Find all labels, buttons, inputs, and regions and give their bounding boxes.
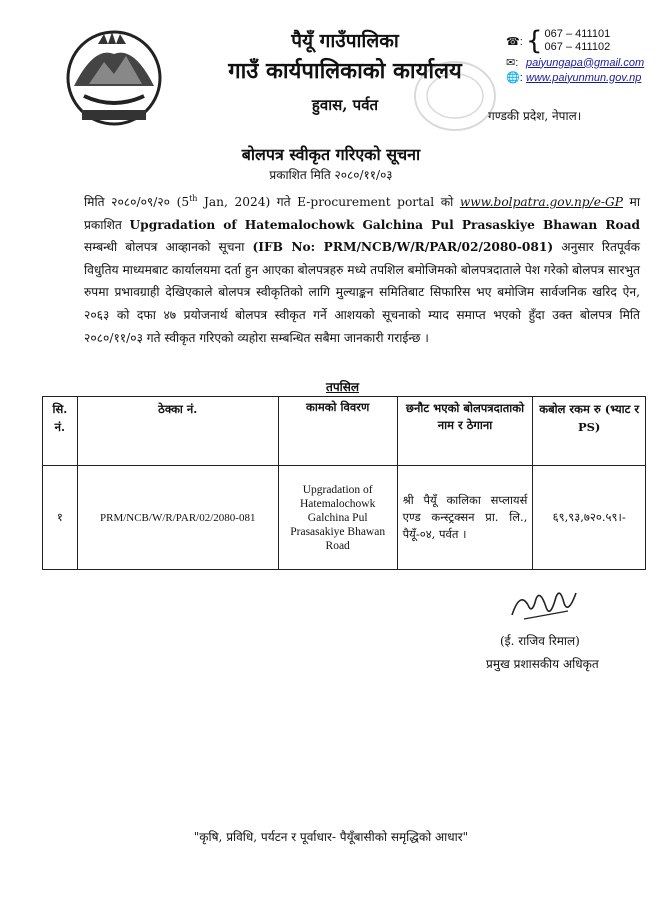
table-header-row [43,397,646,466]
body-text-part: Jan, 2024) गते E-procurement portal को [197,195,460,210]
project-name: Upgradation of Hatemalochowk Galchina Pul Prasaskiye Bhawan Road [129,217,640,232]
body-text-part: अनुसार रितपूर्वक विधुतिय माध्यमबाट कार्यालयमा दर्ता हुन आएका बोलपत्रहरु मध्ये तपशिल बमोजिमको बोलपत्रदाताले पेश गरेको बोलपत्र सारभुत रुपमा प्रभावग्राही देखिएकाले बोलपत्र स्वीकृतिको लागि मुल्याङ्कन समितिबाट सिफारिस भए बमोजिम सार्वजनिक खरिद ऐन, २०६३ को दफा ४७ प्रयोजनार्थ बोलपत्र स्वीकृत गर्ने आशयको सूचनाको म्याद समाप्त भएको हुँदा उक्त बोलपत्र मिति २०८०/११/०३ गते स्वीकृत गरिएको व्यहोरा सम्बन्धित सबैमा जानकारी गराईन्छ । [84,240,640,345]
body-text-part: मिति २०८०/०९/२० (5 [84,195,190,210]
details-table [42,396,646,570]
office-stamp [412,58,498,134]
superscript: th [189,194,198,203]
cell-bidder: श्री पैयूँ कालिका सप्लायर्स एण्ड कन्स्ट्रक्सन प्रा. लि., पैयूँ-०४, पर्वत । [397,466,533,570]
body-text-part: सम्बन्धी बोलपत्र आव्हानको सूचना [84,240,253,255]
header-contract: ठेक्का नं. [77,397,278,466]
phone-number: 067 – 411102 [544,41,611,53]
globe-icon: 🌐: [506,72,523,84]
nepal-emblem-logo [54,26,174,128]
contact-block: ☎: { 067 – 411101 067 – 411102 ✉: paiyungapa@gmail.com 🌐: www.paiyunmun.gov.np [506,26,645,84]
header-work: कामको विवरण [278,397,397,466]
header-sn: सि. नं. [43,397,78,466]
notice-title: बोलपत्र स्वीकृत गरिएको सूचना [241,145,421,164]
cell-work: Upgradation of Hatemalochowk Galchina Pul Prasasakiye Bhawan Road [278,466,397,570]
phone-number: 067 – 411101 [544,28,611,40]
publish-date: प्रकाशित मिति २०८०/११/०३ [269,168,393,182]
table-caption: तपसिल [326,380,360,394]
telephone-icon: ☎: [506,35,523,48]
signer-designation: प्रमुख प्रशासकीय अधिकृत [486,657,599,671]
cell-sn: १ [43,466,78,570]
envelope-icon: ✉: [506,57,519,69]
province-text: गण्डकी प्रदेश, नेपाल। [488,109,582,123]
portal-link[interactable]: www.bolpatra.gov.np/e-GP [459,195,623,210]
email-link[interactable]: paiyungapa@gmail.com [526,56,645,69]
cell-contract: PRM/NCB/W/R/PAR/02/2080-081 [77,466,278,570]
header-bidder: छनौट भएको बोलपत्रदाताको नाम र ठेगाना [397,397,533,466]
signer-name: (ई. राजिव रिमाल) [500,634,580,648]
website-link[interactable]: www.paiyunmun.gov.np [526,71,642,84]
table-row [43,466,646,570]
municipality-name: पैयूँ गाउँपालिका [291,30,399,52]
office-location: हुवास, पर्वत [311,96,379,114]
header-amount: कबोल रकम रु (भ्याट र PS) [533,397,646,466]
notice-body [84,188,640,349]
body-text-part: मा प्रकाशित [84,195,640,232]
ifb-number: (IFB No: PRM/NCB/W/R/PAR/02/2080-081) [252,240,554,255]
signature-image [506,585,586,627]
cell-amount: ६९,९३,७२०.५९।- [533,466,646,570]
footer-slogan: "कृषि, प्रविधि, पर्यटन र पूर्वाधार- पैयूँबासीको समृद्धिको आधार" [193,830,469,844]
office-name: गाउँ कार्यपालिकाको कार्यालय [228,58,462,84]
